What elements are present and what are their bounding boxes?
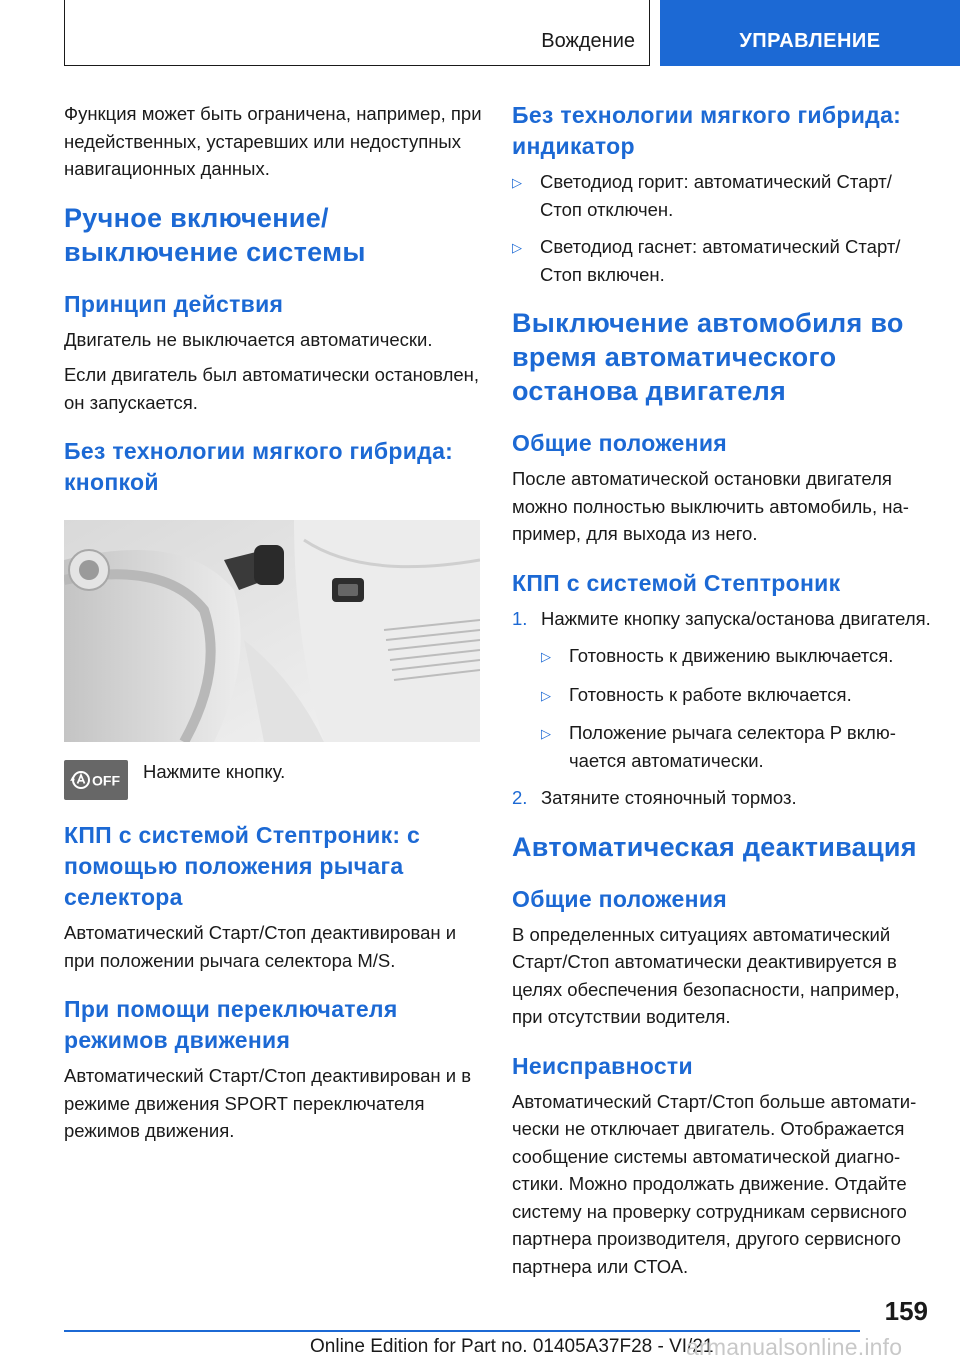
indicator-list-item (512, 168, 932, 223)
header-chapter-tab (660, 0, 960, 66)
sub-list-item (541, 681, 932, 710)
indicator-list-item (512, 233, 932, 288)
heading-general-1: Общие положения (512, 430, 727, 456)
right-column (512, 100, 932, 1288)
heading-switch-off: Выключение автомобиля во время автоматического останова двигателя (512, 308, 904, 406)
auto-start-stop-off-icon (64, 760, 128, 800)
button-hint-text: Нажмите кнопку. (143, 761, 286, 782)
heading-mode-switch: При помощи переключателя режимов движения (64, 996, 398, 1053)
heading-auto-deactivation: Автоматическая деактивация (512, 831, 917, 862)
auto-start-stop-off-icon-label: OFF (92, 772, 120, 789)
footer-divider (64, 1330, 860, 1332)
page-number: 159 (884, 1296, 928, 1326)
header-section-label: Вождение (541, 30, 635, 52)
triangle-bullet-icon: ▷ (541, 687, 551, 703)
mode-switch-paragraph: Автоматический Старт/Стоп деактивирован и в режиме движения SPORT переключателя режимов движения. (64, 1065, 472, 1141)
step-item (512, 784, 932, 812)
sub-list-item (541, 642, 932, 671)
indicator-item-text: Светодиод горит: автоматический Старт/ Стоп отключен. (540, 171, 892, 220)
header-section-tab (64, 0, 650, 66)
footer-watermark: armanualsonline.info (686, 1334, 903, 1360)
step-text: Затяните стояночный тормоз. (541, 787, 797, 808)
heading-button: Без технологии мягкого гибрида: кнопкой (64, 438, 454, 495)
heading-principle: Принцип действия (64, 290, 284, 317)
sub-list-item (541, 719, 932, 774)
dashboard-illustration (64, 520, 480, 742)
general-paragraph-1: После автоматической остановки двигателя можно полностью выключить автомобиль, например, для выхода из него. (512, 468, 909, 544)
dashboard-illustration-drawing (64, 520, 480, 742)
footer-edition: Online Edition for Part no. 01405A37F28 - VI/21 (310, 1336, 714, 1357)
heading-indicator: Без технологии мягкого гибрида: индикатор (512, 102, 902, 159)
heading-steptronic: КПП с системой Стептроник (512, 569, 841, 596)
sub-item-text: Положение рычага селектора P включается автоматически. (569, 722, 896, 771)
steptronic-lever-paragraph: Автоматический Старт/Стоп деактивирован и при положении рычага селектора M/S. (64, 922, 457, 971)
step-number: 1. (512, 607, 528, 629)
heading-faults: Неисправности (512, 1052, 693, 1079)
triangle-bullet-icon: ▷ (512, 175, 522, 190)
triangle-bullet-icon: ▷ (541, 649, 551, 664)
header-chapter-label: УПРАВЛЕНИЕ (739, 30, 881, 52)
sub-item-text: Готовность к работе включается. (569, 683, 852, 705)
faults-paragraph: Автоматический Старт/Стоп больше автоматически не отключает двигатель. Отображается сообщение системы автоматической диагностики. Можно продолжать движение. Отдайте систему на проверку сотрудникам сервисного партнера производителя, другого сервисного партнера или СТОА. (512, 1090, 917, 1277)
step-text: Нажмите кнопку запуска/останова двигателя. (541, 607, 931, 629)
triangle-bullet-icon: ▷ (512, 240, 522, 255)
heading-steptronic-lever: КПП с системой Стептроник: с помощью положения рычага селектора (64, 822, 421, 910)
indicator-item-text: Светодиод гаснет: автоматический Старт/ Стоп включен. (540, 236, 901, 285)
heading-general-2: Общие положения (512, 885, 727, 912)
principle-paragraph-1: Двигатель не выключается автоматически. (64, 328, 433, 350)
button-hint-row (64, 760, 484, 800)
left-column (64, 100, 484, 1153)
triangle-bullet-icon: ▷ (541, 726, 551, 741)
principle-paragraph-2: Если двигатель был автоматически остановлен, он запускается. (64, 364, 480, 413)
step-number: 2. (512, 787, 528, 808)
sub-item-text: Готовность к движению выключается. (569, 645, 894, 666)
heading-manual-toggle: Ручное включение/выключение системы (64, 202, 366, 267)
step-item (512, 605, 932, 633)
general-paragraph-2: В определенных ситуациях автоматический Старт/Стоп автоматически деактивируется в целях обеспечения безопасности, например, при отсутствии водителя. (512, 923, 900, 1027)
intro-paragraph: Функция может быть ограничена, например, при недейственных, устаревших или недоступных навигационных данных. (64, 103, 482, 179)
